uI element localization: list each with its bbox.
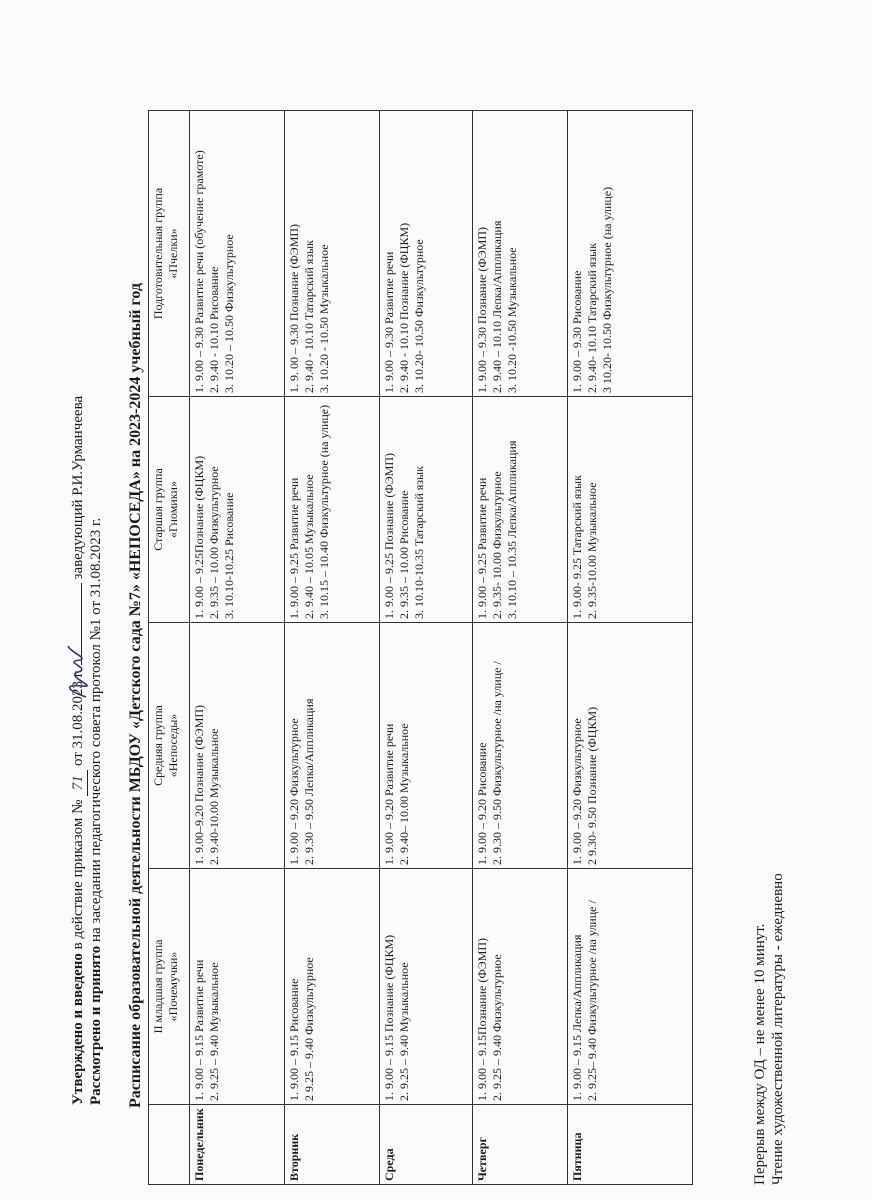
- table-cell: 1. 9.00 – 9.15Познание (ФЭМП) 2. 9.25 – 9.40 Физкультурное: [473, 869, 568, 1105]
- schedule-table: [148, 110, 693, 1185]
- table-cell: 1. 9.00 – 9.25 Развитие речи 2. 9.35- 10.00 Физкультурное 3. 10.10 – 10.35 Лепка/Аппликация: [473, 397, 568, 623]
- day-cell: Четверг: [473, 1105, 568, 1185]
- header-group-pochemuchki: II младшая группа «Почемучки»: [149, 869, 190, 1105]
- accepted-line: [88, 518, 105, 1105]
- approval-bold: Утверждено и введено: [70, 953, 86, 1105]
- table-row: [285, 111, 380, 1185]
- approval-date: от 31.08.2023 г.: [70, 668, 86, 770]
- table-cell: 1. 9.00–9.20 Познание (ФЭМП) 2. 9.40-10.00 Музыкальное: [190, 623, 285, 869]
- table-cell: 1. 9.00 – 9.15 Рисование 2 9.25 – 9.40 Физкультурное: [285, 869, 380, 1105]
- table-cell: 1. 9.00 – 9.25 Развитие речи 2. 9.40 – 10.05 Музыкальное 3. 10.15 – 10.40 Физкультурное (на улице): [285, 397, 380, 623]
- day-cell: Понедельник: [190, 1105, 285, 1185]
- approval-line: [70, 396, 88, 1105]
- order-number: 71: [70, 770, 88, 796]
- day-cell: Среда: [380, 1105, 473, 1185]
- table-row: [568, 111, 693, 1185]
- table-cell: 1. 9.00 – 9.30 Рисование 2. 9.40- 10.10 Татарский язык 3 10.20- 10.50 Физкультурное (на улице): [568, 111, 693, 397]
- table-cell: 1. 9.00 – 9.15 Лепка/Аппликация 2. 9.25– 9.40 Физкультурное /на улице /: [568, 869, 693, 1105]
- table-cell: 1. 9.00- 9.25 Татарский язык 2. 9.35-10.00 Музыкальное: [568, 397, 693, 623]
- approval-head: заведующий Р.И.Урманчеева: [70, 395, 86, 584]
- table-cell: 1. 9.00 – 9.30 Развитие речи (обучение грамоте) 2. 9.40 - 10.10 Рисование 3. 10.20 – 10.50 Физкультурное: [190, 111, 285, 397]
- table-cell: 1. 9. 00 – 9.30 Познание (ФЭМП) 2. 9.40 - 10.10 Татарский язык 3. 10.20 - 10.50 Музыкальное: [285, 111, 380, 397]
- accepted-text: на заседании педагогического совета протокол №1 от 31.08.2023 г.: [88, 517, 104, 946]
- day-cell: Пятница: [568, 1105, 693, 1185]
- table-row: [473, 111, 568, 1185]
- table-cell: 1. 9.00 – 9.25 Познание (ФЭМП) 2. 9.35 – 10.00 Рисование 3. 10.10-10.35 Татарский язык: [380, 397, 473, 623]
- table-header-row: [149, 111, 190, 1185]
- day-cell: Вторник: [285, 1105, 380, 1185]
- table-cell: 1. 9.00 – 9.20 Развитие речи 2. 9.40– 10.00 Музыкальное: [380, 623, 473, 869]
- header-empty: [149, 1105, 190, 1185]
- table-cell: 1. 9.00 – 9.25Познание (ФЦКМ) 2. 9.35 – 10.00 Физкультурное 3. 10.10-10.25 Рисование: [190, 397, 285, 623]
- table-row: [190, 111, 285, 1185]
- footer-break-note: Перерыв между ОД – не менее 10 минут.: [752, 923, 768, 1185]
- table-cell: 1. 9.00 – 9.20 Физкультурное 2 9.30- 9.50 Познание (ФЦКМ): [568, 623, 693, 869]
- table-cell: 1. 9.00 – 9.30 Развитие речи 2. 9.40 - 10.10 Познание (ФЦКМ) 3. 10.20- 10.50 Физкультурное: [380, 111, 473, 397]
- approval-text: в действие приказом №: [70, 799, 86, 954]
- table-row: [380, 111, 473, 1185]
- table-cell: 1. 9.00 – 9.20 Рисование 2. 9.30 – 9.50 Физкультурное /на улице /: [473, 623, 568, 869]
- schedule-title: Расписание образовательной деятельности МБДОУ «Детского сада №7» «НЕПОСЕДА» на 2023-2024 учебный год: [127, 283, 144, 1108]
- accepted-bold: Рассмотрено и принято: [88, 945, 104, 1105]
- table-cell: 1. 9.00 – 9.20 Физкультурное 2. 9.30 – 9.50 Лепка/Аппликация: [285, 623, 380, 869]
- footer-reading-note: Чтение художественной литературы - ежедневно: [770, 873, 786, 1185]
- header-group-pchelki: Подготовительная группа «Пчелки»: [149, 111, 190, 397]
- header-group-gnomiki: Старшая группа «Гномики»: [149, 397, 190, 623]
- table-cell: 1. 9.00 – 9.15 Познание (ФЦКМ) 2. 9.25 – 9.40 Музыкальное: [380, 869, 473, 1105]
- table-cell: 1. 9.00 – 9.30 Познание (ФЭМП) 2. 9.40 – 10.10 Лепка/Аппликация 3. 10.20 -10.50 Музыкальное: [473, 111, 568, 397]
- table-cell: 1. 9.00 – 9.15 Развитие речи 2. 9.25 – 9.40 Музыкальное: [190, 869, 285, 1105]
- header-group-neposedy: Средняя группа «Непоседы»: [149, 623, 190, 869]
